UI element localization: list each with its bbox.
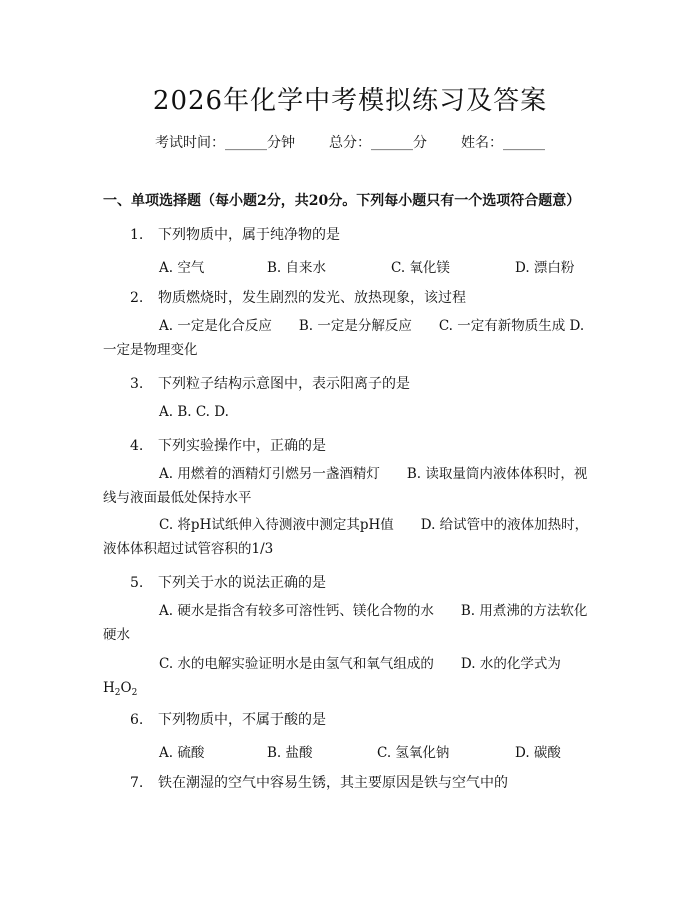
question-number: 2. [130,290,144,306]
option-b: B. 盐酸 [267,745,313,761]
option-a: A. 空气 [159,260,205,276]
question-text: 下列关于水的说法正确的是 [158,575,326,591]
question-2 [130,287,466,307]
water-formula: $H_2O_2$ [103,680,138,698]
question-number: 3. [130,376,144,392]
question-4 [130,435,326,455]
question-number: 5. [130,575,144,591]
question-3 [130,373,410,393]
section-heading: 一、单项选择题（每小题2分，共20分。下列每小题只有一个选项符合题意） [103,193,581,209]
question-2-options: A. 一定是化合反应 B. 一定是分解反应 C. 一定有新物质生成 D. 一定是物理变化 [103,318,585,358]
option-c: C. 氢氧化钠 [377,745,450,761]
question-5 [130,572,326,592]
student-name-field: 姓名：______ [461,135,545,151]
question-number: 7. [130,775,144,791]
exam-time-field: 考试时间：______分钟 [155,135,295,151]
option-a: A. 硫酸 [159,745,205,761]
question-text: 下列物质中，属于纯净物的是 [158,227,340,243]
question-5-options-cd [103,652,593,705]
total-score-field: 总分：______分 [329,135,427,151]
question-number: 1. [130,227,144,243]
question-4-options-ab: A. 用燃着的酒精灯引燃另一盏酒精灯 B. 读取量筒内液体体积时，视线与液面最低处保持水平 [103,466,588,506]
question-text: 下列物质中，不属于酸的是 [158,712,326,728]
question-number: 4. [130,438,144,454]
option-b: B. 自来水 [267,260,327,276]
option-c: C. 氧化镁 [391,260,450,276]
exam-info-line [0,132,700,152]
option-d: D. 碳酸 [515,745,561,761]
question-6 [130,709,326,729]
question-5-options-ab: A. 硬水是指含有较多可溶性钙、镁化合物的水 B. 用煮沸的方法软化硬水 [103,603,588,643]
question-text: 下列粒子结构示意图中，表示阳离子的是 [158,376,410,392]
question-number: 6. [130,712,144,728]
exam-title: 2026年化学中考模拟练习及答案 [152,86,548,116]
question-4-options-cd: C. 将pH试纸伸入待测液中测定其pH值 D. 给试管中的液体加热时，液体体积超过试管容积的1/3 [103,517,589,557]
question-3-options: A. B. C. D. [159,404,229,420]
option-cd-text: C. 水的电解实验证明水是由氢气和氧气组成的 D. 水的化学式为 [159,656,561,672]
question-1 [130,224,340,244]
question-7 [130,772,508,792]
question-text: 下列实验操作中，正确的是 [158,438,326,454]
question-text: 物质燃烧时，发生剧烈的发光、放热现象，该过程 [158,290,466,306]
question-text: 铁在潮湿的空气中容易生锈，其主要原因是铁与空气中的 [158,775,508,791]
option-d: D. 漂白粉 [515,260,575,276]
